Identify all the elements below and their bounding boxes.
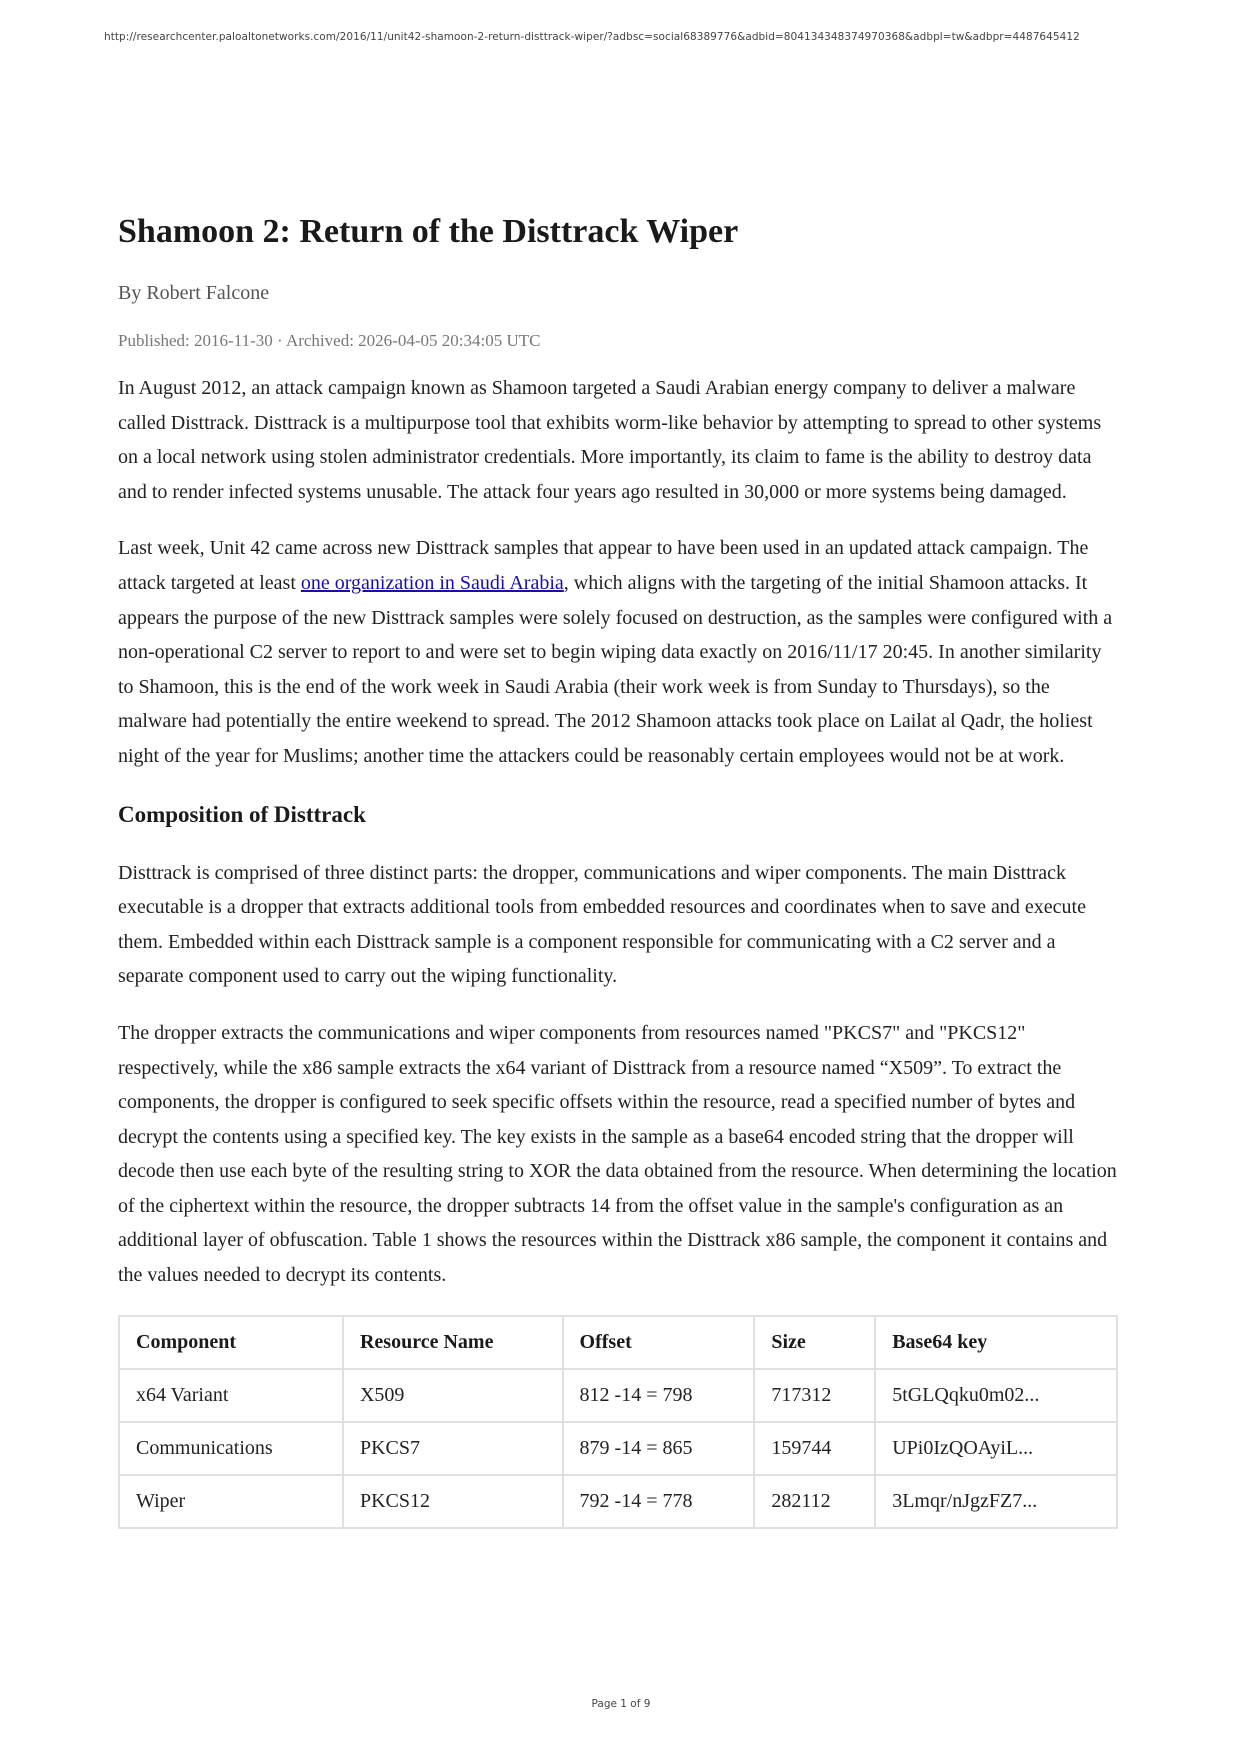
table-cell: 879 -14 = 865 bbox=[563, 1422, 755, 1475]
table-cell: x64 Variant bbox=[119, 1369, 343, 1422]
table-cell: 282112 bbox=[754, 1475, 875, 1528]
article bbox=[118, 210, 1118, 1529]
table-row bbox=[119, 1422, 1117, 1475]
paragraph-intro: In August 2012, an attack campaign known as Shamoon targeted a Saudi Arabian energy company to deliver a malware called Disttrack. Disttrack is a multipurpose tool that exhibits worm-like behavior by attempting to spread to other systems on a local network using stolen administrator credentials. More importantly, its claim to fame is the ability to destroy data and to render infected systems unusable. The attack four years ago resulted in 30,000 or more systems being damaged. bbox=[118, 377, 1102, 503]
table-cell: PKCS12 bbox=[343, 1475, 563, 1528]
table-cell: 812 -14 = 798 bbox=[563, 1369, 755, 1422]
table-cell: 717312 bbox=[754, 1369, 875, 1422]
column-header: Offset bbox=[563, 1316, 755, 1369]
column-header: Component bbox=[119, 1316, 343, 1369]
paragraph-dropper: The dropper extracts the communications and wiper components from resources named "PKCS7" and "PKCS12" respectively, while the x86 sample extracts the x64 variant of Disttrack from a resource named “X509”. To extract the components, the dropper is configured to seek specific offsets within the resource, read a specified number of bytes and decrypt the contents using a specified key. The key exists in the sample as a base64 encoded string that the dropper will decode then use each byte of the resulting string to XOR the data obtained from the resource. When determining the location of the ciphertext within the resource, the dropper subtracts 14 from the offset value in the sample's configuration as an additional layer of obfuscation. Table 1 shows the resources within the Disttrack x86 sample, the component it contains and the values needed to decrypt its contents. bbox=[118, 1021, 1117, 1287]
paragraph-last-week bbox=[118, 531, 1118, 773]
table-cell: 159744 bbox=[754, 1422, 875, 1475]
saudi-organization-link[interactable]: one organization in Saudi Arabia bbox=[300, 571, 564, 594]
section-heading: Composition of Disttrack bbox=[118, 801, 366, 827]
paragraph-text: , which aligns with the targeting of the initial Shamoon attacks. It appears the purpose of the new Disttrack samples were solely focused on destruction, as the samples were configured with a non-operational C2 server to report to and were set to begin wiping data exactly on 2016/11/17 20:45. In another similarity to Shamoon, this is the end of the work week in Saudi Arabia (their work week is from Sunday to Thursdays), so the malware had potentially the entire weekend to spread. The 2012 Shamoon attacks took place on Lailat al Qadr, the holiest night of the year for Muslims; another time the attackers could be reasonably certain employees would not be at work. bbox=[118, 571, 1113, 767]
table-row bbox=[119, 1369, 1117, 1422]
table-cell: UPi0IzQOAyiL... bbox=[875, 1422, 1117, 1475]
page-number: Page 1 of 9 bbox=[591, 1698, 651, 1710]
table-cell: X509 bbox=[343, 1369, 563, 1422]
paragraph-text: Last week, Unit 42 came across new Disttrack samples that appear to have been used in an updated attack campaign. The attack targeted at least bbox=[118, 537, 1089, 594]
publish-date: Published: 2016-11-30 · Archived: 2026-04-05 20:34:05 UTC bbox=[118, 331, 541, 350]
table-cell: 5tGLQqku0m02... bbox=[875, 1369, 1117, 1422]
table-cell: PKCS7 bbox=[343, 1422, 563, 1475]
resources-table bbox=[118, 1315, 1118, 1529]
author-byline: By Robert Falcone bbox=[118, 282, 270, 304]
column-header: Resource Name bbox=[343, 1316, 563, 1369]
article-title: Shamoon 2: Return of the Disttrack Wiper bbox=[118, 213, 739, 250]
table-cell: 792 -14 = 778 bbox=[563, 1475, 755, 1528]
table-cell: 3Lmqr/nJgzFZ7... bbox=[875, 1475, 1117, 1528]
table-cell: Wiper bbox=[119, 1475, 343, 1528]
column-header: Size bbox=[754, 1316, 875, 1369]
table-header-row bbox=[119, 1316, 1117, 1369]
paragraph-composition: Disttrack is comprised of three distinct parts: the dropper, communications and wiper components. The main Disttrack executable is a dropper that extracts additional tools from embedded resources and coordinates when to save and execute them. Embedded within each Disttrack sample is a component responsible for communicating with a C2 server and a separate component used to carry out the wiping functionality. bbox=[118, 861, 1086, 988]
table-cell: Communications bbox=[119, 1422, 343, 1475]
column-header: Base64 key bbox=[875, 1316, 1117, 1369]
source-url: http://researchcenter.paloaltonetworks.com/2016/11/unit42-shamoon-2-return-disttrack-wiper/?adbsc=social68389776&adbid=804134348374970368&adbpl=tw&adbpr=4487645412 bbox=[104, 31, 1080, 43]
table-row bbox=[119, 1475, 1117, 1528]
